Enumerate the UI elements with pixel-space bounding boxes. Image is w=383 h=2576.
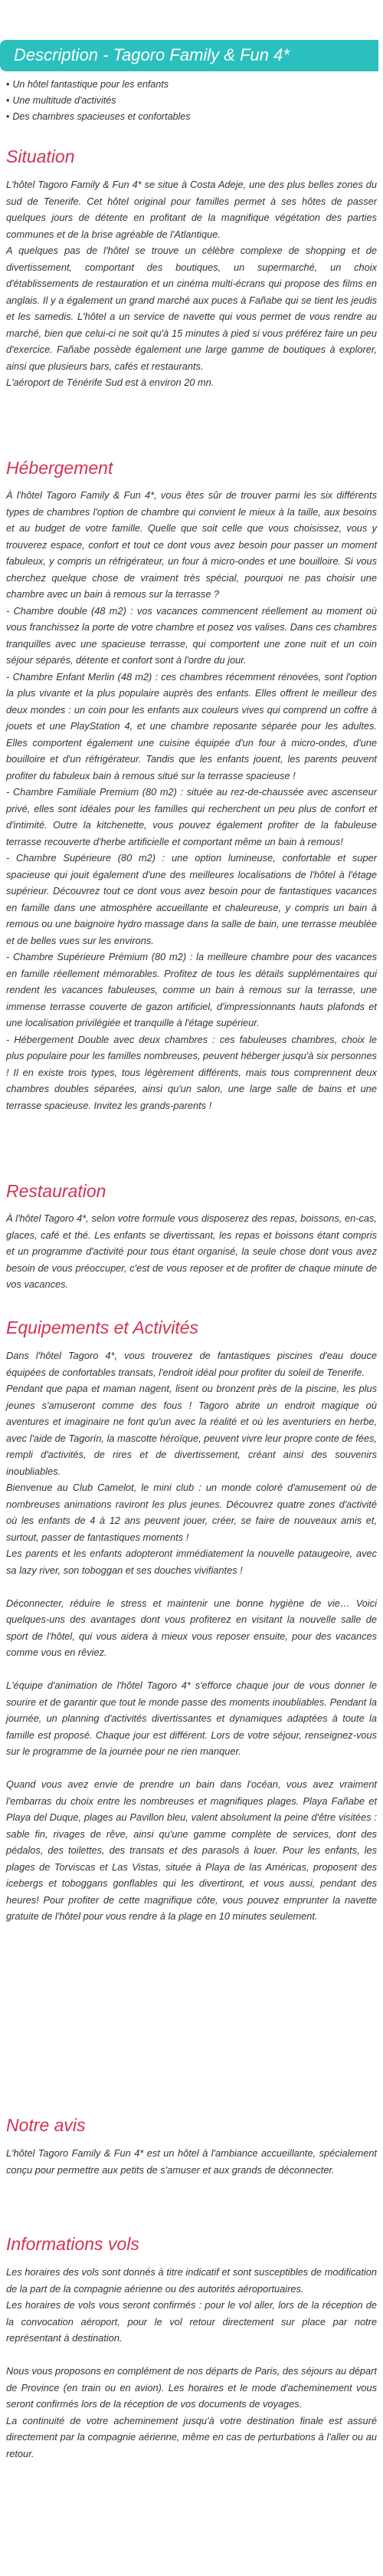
- section-heading-restauration: Restauration: [6, 1181, 106, 1201]
- page-title: Description - Tagoro Family & Fun 4*: [0, 40, 378, 71]
- spacer: [6, 1578, 377, 1595]
- spacer: [6, 1661, 377, 1678]
- paragraph: Quand vous avez envie de prendre un bain dans l'océan, vous avez vraiment l'embarras du choix entre les nombreuses et magnifiques plages. Playa Fañabe et Playa del Duque, plages au Pavillon bleu, valent absolument la peine d'être visitées : sable fin, rivages de rêve, ainsi qu'une gamme complète de services, dont des pédalos, des toilettes, des transats et des parasols à louer. Pour les enfants, les plages de Torviscas et Las Vistas, située à Playa de las Américas, proposent des icebergs et toboggans gonflables qui les divertiront, et vous aussi, pendant des heures! Pour profiter de cette magnifique côte, vous pouvez emprunter la navette gratuite de l'hôtel pour vous rendre à la plage en 10 minutes seulement.: [6, 1778, 377, 1922]
- section-heading-situation: Situation: [6, 146, 75, 166]
- paragraph: L'hôtel Tagoro Family & Fun 4* se situe à Costa Adeje, une des plus belles zones du sud de Tenerife. Cet hôtel original pour familles permet à ses hôtes de passer quelques jours de détente en profitant de la magnifique végétation des parties communes et de la brise agréable de l'Atlantique.: [6, 179, 377, 240]
- section-heading-informations-vols: Informations vols: [6, 2234, 139, 2254]
- spacer: [6, 1760, 377, 1777]
- section-body-notre-avis: [6, 2145, 377, 2178]
- paragraph: Pendant que papa et maman nagent, lisent ou bronzent près de la piscine, les plus jeunes s'amuseront comme des fous ! Tagoro abrite un endroit magique où aventures et imaginaire ne font qu'un avec la réalité et où les aventuriers en herbe, avec l'aide de Tagorín, la mascotte héroïque, peuvent vivre leur propre conte de fées, rempli d'activités, de rires et de divertissement, créant ainsi des souvenirs inoubliables.: [6, 1383, 377, 1477]
- paragraph: L'hôtel Tagoro Family & Fun 4* est un hôtel à l'ambiance accueillante, spécialement conçu pour permettre aux petits de s'amuser et aux grands de déconnecter.: [6, 2147, 377, 2176]
- paragraph: - Chambre Supérieure Prémium (80 m2) : la meilleure chambre pour des vacances en famille réellement mémorables. Profitez de tous les détails supplémentaires qui rendent les vacances fabuleuses, comme un bain à remous sur la terrasse, une immense terrasse couverte de gazon artificiel, d'impressionnants hauts plafonds et une localisation privilégiée et tranquille à l'étage supérieur.: [6, 951, 377, 1028]
- paragraph: Déconnecter, réduire le stress et maintenir une bonne hygiène de vie… Voici quelques-uns des avantages dont vous profiterez en visitant la nouvelle salle de sport de l'hôtel, qui vous aidera à mieux vous reposer ensuite, pour des vacances comme vous en rêviez.: [6, 1597, 377, 1658]
- section-heading-hebergement: Hébergement: [6, 458, 113, 478]
- paragraph: A quelques pas de l'hôtel se trouve un célèbre complexe de shopping et de divertissement, comportant des boutiques, un supermarché, un choix d'établissements de restauration et un cinéma multi-écrans qui propose des films en anglais. Il y a également un grand marché aux puces à Fañabe qui se tient les jeudis et les samedis. L'hôtel a un service de navette qui vous permet de vous rendre au marché, bien que celui-ci ne soit qu'à 15 minutes à pied si vous préférez faire un peu d'exercice. Fañabe possède également une large gamme de boutiques à explorer, ainsi que plusieurs bars, cafés et restaurants.: [6, 245, 377, 372]
- highlight-item: • Des chambres spacieuses et confortables: [6, 109, 377, 125]
- highlight-item: • Un hôtel fantastique pour les enfants: [6, 77, 377, 93]
- section-body-equipements: [6, 1347, 377, 1925]
- highlight-item: • Une multitude d'activités: [6, 93, 377, 109]
- paragraph: - Chambre double (48 m2) : vos vacances commencent réellement au moment où vous franchissez la porte de votre chambre et posez vos valises. Dans ces chambres tranquilles avec une spacieuse terrasse, qui comportent une zone nuit et un coin séjour séparés, détente et confort sont à l'ordre du jour.: [6, 604, 377, 666]
- paragraph: L'aéroport de Ténérife Sud est à environ 20 mn.: [6, 377, 214, 388]
- paragraph: Les horaires des vols sont donnés à titre indicatif et sont susceptibles de modification de la part de la compagnie aérienne ou des autorités aéroportuaires.: [6, 2266, 377, 2295]
- paragraph: - Chambre Enfant Merlin (48 m2) : ces chambres récemment rénovées, sont l'option la plus vivante et la plus populaire auprès des enfants. Elles offrent le meilleur des deux mondes : un coin pour les enfants aux couleurs vives qui comprend un coffre à jouets et une PlayStation 4, et une chambre reposante séparée pour les adultes. Elles comportent également une cuisine équipée d'un four à micro-ondes, d'une bouilloire et d'un réfrigérateur. Tandis que les enfants jouent, les parents peuvent profiter du fabuleux bain à remous situé sur la terrasse spacieuse !: [6, 670, 377, 781]
- section-heading-equipements: Equipements et Activités: [6, 1318, 198, 1337]
- section-heading-notre-avis: Notre avis: [6, 2115, 86, 2135]
- paragraph: Nous vous proposons en complément de nos départs de Paris, des séjours au départ de Province (en train ou en avion). Les horaires et le mode d'acheminement vous seront confirmés lors de la réception de vos documents de voyages.: [6, 2365, 377, 2410]
- highlights-list: [6, 77, 377, 125]
- section-body-informations-vols: [6, 2264, 377, 2462]
- paragraph: La continuité de votre acheminement jusqu'à votre destination finale est assuré directement par la compagnie aérienne, même en cas de perturbations à l'aller ou au retour.: [6, 2414, 377, 2459]
- paragraph: Les horaires de vols vous seront confirmés : pour le vol aller, lors de la réception de la convocation aéroport, pour le vol retour directement sur place par notre représentant à destination.: [6, 2299, 377, 2344]
- section-body-restauration: [6, 1210, 377, 1293]
- paragraph: - Chambre Supérieure (80 m2) : une option lumineuse, confortable et super spacieuse qui jouit également d'une des meilleures localisations de l'hôtel à l'étage supérieur. Découvrez tout ce dont vous avez besoin pour de fantastiques vacances en famille dans une atmosphère accueillante et chaleureuse, y compris un bain à remous ou une baignoire hydro massage dans la salle de bain, une terrasse meublée et de belles vues sur les environs.: [6, 852, 377, 946]
- paragraph: Les parents et les enfants adopteront immédiatement la nouvelle pataugeoire, avec sa lazy river, son toboggan et ses douches vivifiantes !: [6, 1548, 377, 1576]
- spacer: [6, 2347, 377, 2364]
- paragraph: À l'hôtel Tagoro Family & Fun 4*, vous êtes sûr de trouver parmi les six différents types de chambres l'option de chambre qui convient le mieux à la taille, aux besoins et au budget de votre famille. Quelle que soit celle que vous choisissez, vous y trouverez espace, confort et tout ce dont vous avez besoin pour passer un moment fabuleux, y compris un réfrigérateur, un four à micro-ondes et une bouilloire. Si vous cherchez quelque chose de vraiment très spécial, pourquoi ne pas choisir une chambre avec un bain à remous sur la terrasse ?: [6, 489, 377, 600]
- paragraph: Bienvenue au Club Camelot, le mini club : un monde coloré d'amusement où de nombreuses animations raviront les plus jeunes. Découvrez quatre zones d'activité où les enfants de 4 à 12 ans peuvent jouer, créer, se faire de nouveaux amis et, surtout, passer de fantastiques moments !: [6, 1482, 377, 1543]
- section-body-hebergement: [6, 487, 377, 1114]
- paragraph: - Hébergement Double avec deux chambres : ces fabuleuses chambres, choix le plus populaire pour les familles nombreuses, peuvent héberger jusqu'à six personnes ! Il en existe trois types, tous légèrement différents, mais tous comprennent deux chambres doubles séparées, ainsi qu'un salon, une large salle de bains et une terrasse spacieuse. Invitez les grands-parents !: [6, 1033, 377, 1111]
- paragraph: À l'hôtel Tagoro 4*, selon votre formule vous disposerez des repas, boissons, en-cas, glaces, café et thé. Les enfants se divertissant, les repas et boissons étant compris et un programme d'activité pour tous étant organisé, la seule chose dont vous avez besoin de vous préoccuper, c'est de vous reposer et de profiter de chaque minute de vos vacances.: [6, 1212, 377, 1290]
- paragraph: Dans l'hôtel Tagoro 4*, vous trouverez de fantastiques piscines d'eau douce équipées de confortables transats, l'endroit idéal pour profiter du soleil de Tenerife.: [6, 1350, 377, 1378]
- paragraph: L'équipe d'animation de l'hôtel Tagoro 4* s'efforce chaque jour de vous donner le sourire et de garantir que tout le monde passe des moments inoubliables. Pendant la journée, un planning d'activités divertissantes et dynamiques adaptées à toute la famille est proposé. Chaque jour est différent. Lors de votre séjour, renseignez-vous sur le programme de la journée pour ne rien manquer.: [6, 1679, 377, 1757]
- paragraph: - Chambre Familiale Premium (80 m2) : située au rez-de-chaussée avec ascenseur privé, elles sont idéales pour les familles qui recherchent un peu plus de confort et d'intimité. Outre la kitchenette, vous pouvez également profiter de la fabuleuse terrasse recouverte d'herbe artificielle et comportant même un bain à remous!: [6, 786, 377, 847]
- section-body-situation: [6, 176, 377, 391]
